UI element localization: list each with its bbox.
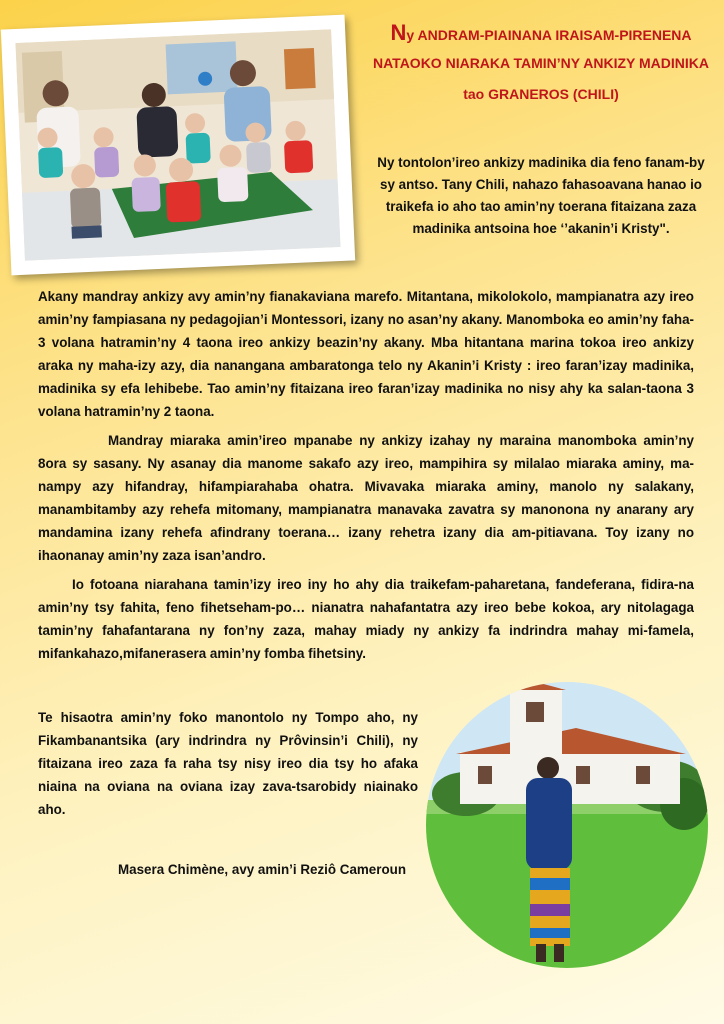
title-line-2: NATAOKO NIARAKA TAMIN’NY ANKIZY MADINIKA bbox=[373, 54, 709, 71]
signature: Masera Chimène, avy amin’i Reziô Cameroun bbox=[118, 862, 406, 877]
intro-paragraph: Ny tontolon’ireo ankizy madinika dia feno fanam-by sy antso. Tany Chili, nahazo fahasoavana hanao io traikefa io aho tao amin’ny toerana fitaizana zaza madinika antsoina hoe ‘’akanin’i Kristy". bbox=[377, 155, 705, 236]
children-photo-image bbox=[15, 29, 340, 261]
author-photo-image bbox=[426, 682, 708, 968]
title-block bbox=[368, 18, 714, 102]
children-photo bbox=[1, 15, 355, 276]
body-paragraph-3: Io fotoana niarahana tamin’izy ireo iny ho ahy dia traikefam-paharetana, fandeferana, fidira-na amin’ny tsy fahita, feno fihetseham-po… nianatra nahafantatra azy ireo bebe kokoa, ary nitolagaga tamin’ny fahafantarana ny fon’ny zaza, mahay miady ny ankizy fa indrindra mahay mi-famela, mifankahazo,mifanerasera amin’ny fomba fihetsiny. bbox=[38, 577, 694, 661]
author-photo bbox=[426, 682, 708, 968]
title-line-1-rest: y ANDRAM-PIAINANA IRAISAM-PIRENENA bbox=[406, 27, 692, 43]
body-paragraph-2: Mandray miaraka amin’ireo mpanabe ny ankizy izahay ny maraina manomboka amin’ny 8ora sy sasany. Ny asanay dia manome sakafo azy ireo, mampihira sy milalao miaraka aminy, ma-nampy azy hifandray, hifampiarahaba ohatra. Mivavaka miaraka aminy, manolo ny salakany, manambitamby azy rehefa mitomany, mampianatra manavaka zavatra sy manonona ny anarany ary mandamina izany rehefa afindrany toerana… izany rehetra izany dia am-pitiavana. Toy izany no ihaonanay amin’ny zaza isan’andro. bbox=[38, 433, 694, 563]
title-initial: N bbox=[390, 20, 407, 45]
title-line-1 bbox=[368, 18, 714, 49]
title-line-3: tao GRANEROS (CHILI) bbox=[463, 86, 619, 103]
thanks-paragraph: Te hisaotra amin’ny foko manontolo ny Tompo aho, ny Fikambanantsika (ary indrindra ny Prôvinsin’i Chili), ny fitaizana ireo zaza fa raha tsy nisy ireo dia tsy ho afaka niaina na oviana na oviana izay zava-tsarobidy niainako aho. bbox=[38, 710, 418, 817]
body-paragraph-1: Akany mandray ankizy avy amin’ny fianakaviana marefo. Mitantana, mikolokolo, mampianatra azy ireo amin’ny fampiasana ny pedagojian’i Montessori, izany no asan’ny akany. Manomboka eo amin’ny faha-3 volana hatramin’ny 4 taona ireo ankizy beazin’ny akany. Mba hitantana marina tokoa ireo ankizy araka ny maha-izy azy, dia nanangana ambaratonga telo ny Akanin’i Kristy : ireo faran’izay madinika, madinika sy efa lehibebe. Tao amin’ny fitaizana ireo faran’izay madinika no nisy ahy ka salan-taona 3 volana hatramin’ny 2 taona. bbox=[38, 289, 694, 419]
